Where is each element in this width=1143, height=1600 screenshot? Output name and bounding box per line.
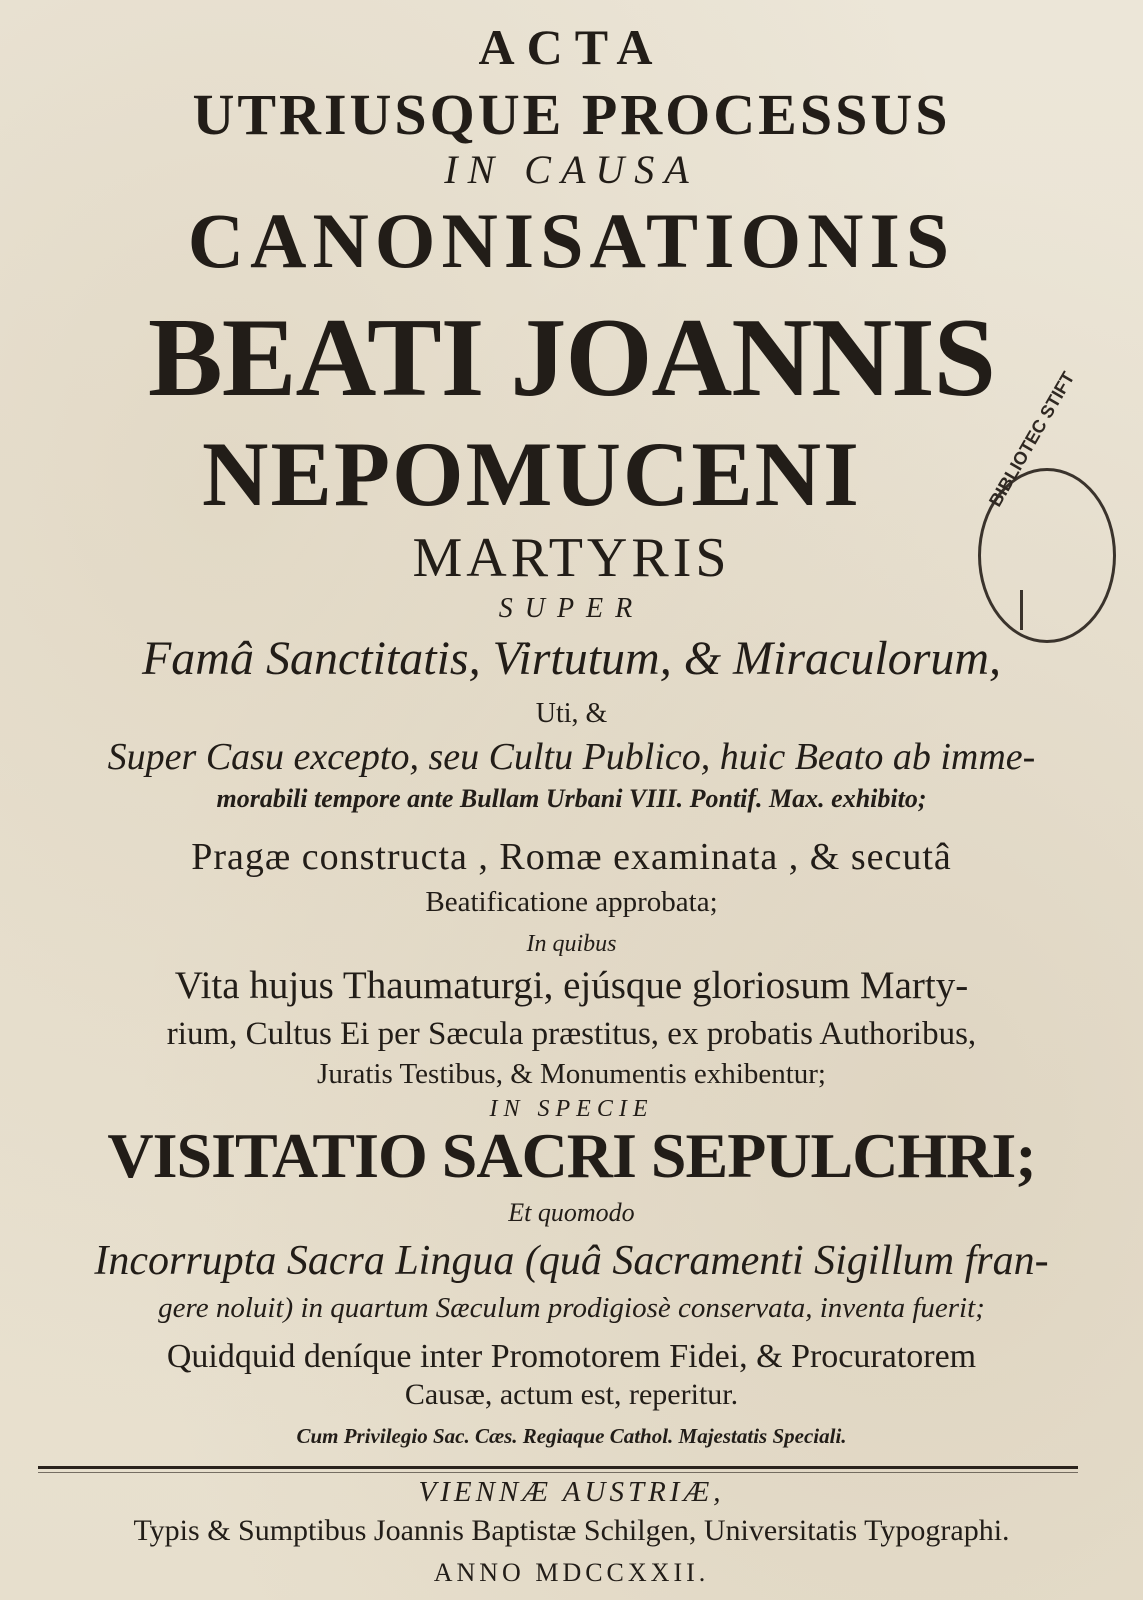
title-vita: Vita hujus Thaumaturgi, ejúsque gloriosum Marty- bbox=[174, 964, 969, 1007]
title-quidquid: Quidquid deníque inter Promotorem Fidei, & Procuratorem bbox=[166, 1338, 977, 1375]
title-juratis: Juratis Testibus, & Monumentis exhibentur; bbox=[317, 1058, 826, 1090]
title-causae: Causæ, actum est, reperitur. bbox=[404, 1378, 739, 1411]
title-in-specie: IN SPECIE bbox=[489, 1096, 654, 1122]
privilege-line: Cum Privilegio Sac. Cæs. Regiaque Cathol. Majestatis Speciali. bbox=[296, 1424, 847, 1448]
title-beati-joannis: BEATI JOANNIS bbox=[148, 296, 995, 420]
title-incorrupta: Incorrupta Sacra Lingua (quâ Sacramenti Sigillum fran- bbox=[94, 1238, 1049, 1284]
title-beatificatione: Beatificatione approbata; bbox=[425, 886, 718, 918]
title-canonisationis: CANONISATIONIS bbox=[187, 197, 956, 284]
imprint-year: ANNO MDCCXXII. bbox=[433, 1558, 710, 1587]
title-fama: Famâ Sanctitatis, Virtutum, & Miraculorum, bbox=[141, 632, 1002, 685]
library-stamp-text: BIBLIOTEC STIFT bbox=[985, 368, 1079, 510]
title-in-quibus: In quibus bbox=[526, 931, 617, 957]
title-visitatio: VISITATIO SACRI SEPULCHRI; bbox=[107, 1120, 1036, 1191]
divider-rule-thin bbox=[38, 1472, 1078, 1473]
title-pragae: Pragæ constructa , Romæ examinata , & secutâ bbox=[191, 836, 952, 878]
title-in-causa: IN CAUSA bbox=[444, 147, 699, 192]
title-super: SUPER bbox=[498, 593, 645, 624]
title-uti: Uti, & bbox=[535, 698, 608, 729]
divider-rule bbox=[38, 1466, 1078, 1469]
imprint-city: VIENNÆ AUSTRIÆ, bbox=[418, 1476, 725, 1508]
title-gere-noluit: gere noluit) in quartum Sæculum prodigiosè conservata, inventa fuerit; bbox=[158, 1292, 985, 1324]
title-morabili: morabili tempore ante Bullam Urbani VIII. Pontif. Max. exhibito; bbox=[216, 784, 927, 813]
title-super-casu: Super Casu excepto, seu Cultu Publico, huic Beato ab imme- bbox=[107, 736, 1036, 778]
title-utriusque: UTRIUSQUE PROCESSUS bbox=[192, 82, 951, 147]
title-acta: ACTA bbox=[478, 19, 665, 75]
title-nepomuceni: NEPOMUCENI bbox=[202, 423, 861, 525]
imprint-printer: Typis & Sumptibus Joannis Baptistæ Schilgen, Universitatis Typographi. bbox=[133, 1514, 1010, 1547]
title-et-quomodo: Et quomodo bbox=[508, 1198, 635, 1227]
title-rium: rium, Cultus Ei per Sæcula præstitus, ex probatis Authoribus, bbox=[166, 1016, 977, 1052]
library-stamp-mark bbox=[1020, 590, 1033, 630]
title-martyris: MARTYRIS bbox=[412, 527, 731, 589]
